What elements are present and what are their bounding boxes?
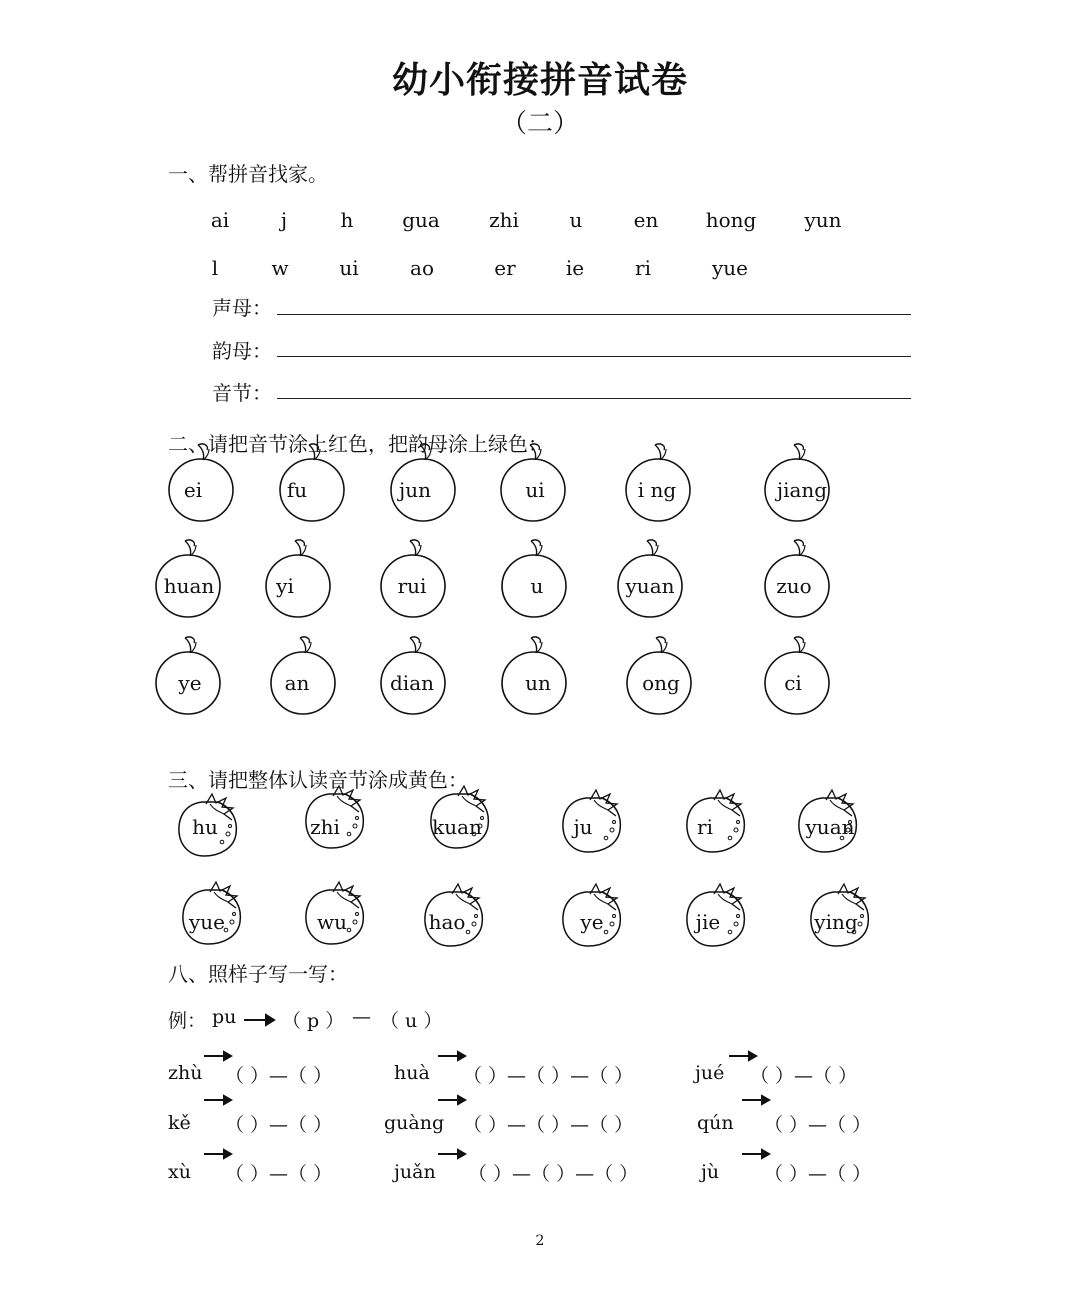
- exercise-word: guàng: [384, 1112, 445, 1134]
- page-title: 幼小衔接拼音试卷: [391, 59, 688, 101]
- pinyin-item: yue: [711, 256, 749, 280]
- pinyin-item: hong: [705, 208, 757, 232]
- apple-label[interactable]: zuo: [776, 574, 812, 598]
- section3-heading: 三、请把整体认读音节涂成黄色：: [168, 768, 468, 792]
- pinyin-item: ri: [635, 256, 651, 280]
- exercise-word: jù: [701, 1161, 720, 1183]
- exercise-blanks[interactable]: （ ）—（ ）—（ ）: [468, 1163, 639, 1185]
- apple-label[interactable]: ye: [178, 671, 202, 695]
- strawberry-label[interactable]: ying: [814, 910, 858, 934]
- apple-label[interactable]: ei: [183, 478, 203, 502]
- exercise-blanks[interactable]: （ ）—（ ）: [225, 1163, 333, 1185]
- section1-heading: 一、帮拼音找家。: [168, 162, 328, 186]
- strawberry-shape: [687, 790, 744, 852]
- pinyin-item: w: [271, 256, 289, 280]
- strawberry-label[interactable]: jie: [695, 910, 721, 934]
- exercise-word: zhù: [168, 1062, 203, 1084]
- apple-label[interactable]: ong: [642, 671, 680, 695]
- pinyin-item: h: [340, 208, 354, 232]
- apple-label[interactable]: i ng: [637, 478, 677, 502]
- shengmu-label: 声母：: [212, 296, 272, 320]
- pinyin-item: u: [569, 208, 583, 232]
- section2-heading: 二、请把音节涂上红色，把韵母涂上绿色：: [168, 432, 548, 456]
- strawberry-label[interactable]: hao: [428, 910, 466, 934]
- pinyin-item: zhi: [489, 208, 519, 232]
- apple-label[interactable]: rui: [397, 574, 427, 598]
- exercise-word: kě: [168, 1112, 191, 1134]
- page-subtitle: （二）: [500, 109, 579, 139]
- exercise-word: qún: [697, 1112, 734, 1134]
- strawberry-label[interactable]: hu: [192, 815, 218, 839]
- pinyin-item: l: [211, 256, 219, 280]
- strawberry-label[interactable]: yue: [188, 910, 226, 934]
- strawberry-label[interactable]: wu: [317, 910, 347, 934]
- apple-label[interactable]: dian: [389, 671, 435, 695]
- example-part1: （ p ）: [282, 1010, 345, 1032]
- pinyin-item: ai: [210, 208, 230, 232]
- apple-label[interactable]: yuan: [625, 574, 675, 598]
- pinyin-item: ui: [339, 256, 359, 280]
- pinyin-item: yun: [804, 208, 842, 232]
- apple-label[interactable]: u: [530, 574, 544, 598]
- page-number: 2: [535, 1233, 545, 1249]
- exercise-blanks[interactable]: （ ）—（ ）—（ ）: [463, 1065, 634, 1087]
- apple-label[interactable]: huan: [163, 574, 215, 598]
- strawberry-label[interactable]: ju: [573, 815, 593, 839]
- exercise-blanks[interactable]: （ ）—（ ）: [764, 1114, 872, 1136]
- strawberry-label[interactable]: ye: [580, 910, 604, 934]
- exercise-word: jué: [695, 1062, 725, 1084]
- strawberry-label[interactable]: ri: [697, 815, 713, 839]
- exercise-blanks[interactable]: （ ）—（ ）—（ ）: [463, 1114, 634, 1136]
- example-word: pu: [212, 1006, 237, 1028]
- apple-label[interactable]: jiang: [776, 478, 828, 502]
- pinyin-item: ao: [410, 256, 434, 280]
- exercise-blanks[interactable]: （ ）—（ ）: [750, 1065, 858, 1087]
- exercise-word: xù: [168, 1161, 191, 1183]
- apple-label[interactable]: un: [525, 671, 551, 695]
- strawberry-label[interactable]: zhi: [310, 815, 340, 839]
- exercise-blanks[interactable]: （ ）—（ ）: [225, 1065, 333, 1087]
- apple-label[interactable]: ui: [525, 478, 545, 502]
- yinjie-label: 音节：: [212, 381, 272, 405]
- pinyin-item: j: [280, 208, 288, 232]
- exercise-blanks[interactable]: （ ）—（ ）: [225, 1114, 333, 1136]
- pinyin-item: gua: [402, 208, 440, 232]
- apple-label[interactable]: yi: [276, 574, 294, 598]
- apple-label[interactable]: an: [284, 671, 310, 695]
- apple-label[interactable]: ci: [784, 671, 802, 695]
- exercise-word: huà: [394, 1062, 430, 1084]
- pinyin-item: er: [494, 256, 516, 280]
- example-prefix: 例：: [168, 1010, 207, 1032]
- example-dash: —: [352, 1006, 371, 1028]
- exercise-blanks[interactable]: （ ）—（ ）: [764, 1163, 872, 1185]
- pinyin-item: en: [633, 208, 659, 232]
- apple-label[interactable]: fu: [286, 478, 308, 502]
- exercise-word: juǎn: [394, 1161, 436, 1183]
- strawberry-label[interactable]: yuan: [805, 815, 855, 839]
- strawberry-label[interactable]: kuan: [432, 815, 482, 839]
- example-part2: （ u ）: [380, 1010, 443, 1032]
- section8-heading: 八、照样子写一写：: [168, 962, 348, 986]
- apple-label[interactable]: jun: [399, 478, 431, 502]
- yunmu-label: 韵母：: [212, 339, 272, 363]
- pinyin-item: ie: [565, 256, 585, 280]
